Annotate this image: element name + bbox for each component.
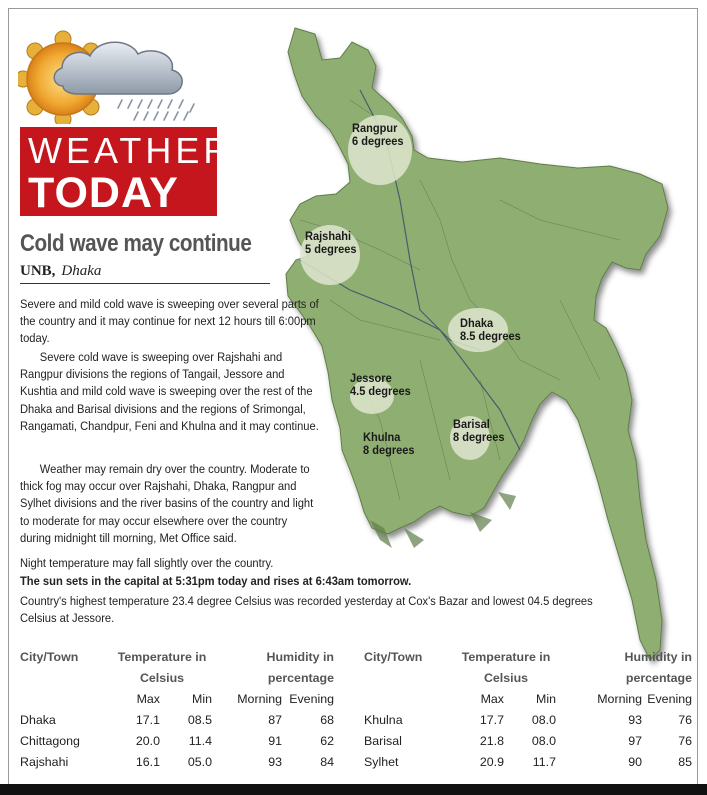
cell-evening: 84 — [320, 754, 334, 769]
cell-city: Barisal — [364, 733, 402, 748]
col-temp-unit: Celsius — [483, 670, 529, 685]
table-row — [20, 709, 334, 730]
table-subheader-row — [364, 688, 692, 709]
cell-min: 08.5 — [187, 712, 212, 727]
cell-city: Khulna — [364, 712, 403, 727]
map-label-temp: 5 degrees — [305, 242, 357, 256]
table-row — [20, 730, 334, 751]
map-label-temp: 4.5 degrees — [350, 384, 411, 398]
map-label-dhaka — [460, 317, 521, 343]
cell-min: 11.7 — [532, 754, 556, 769]
article-paragraph-1: Severe and mild cold wave is sweeping over several parts of the country and it may continue for next 12 hours till 6:00pm today. — [20, 297, 319, 346]
col-humidity-unit: percentage — [267, 670, 334, 685]
map-label-khulna — [363, 431, 415, 457]
map-label-city: Dhaka — [460, 316, 494, 330]
cell-min: 05.0 — [187, 754, 212, 769]
map-label-temp: 8 degrees — [363, 443, 415, 457]
banner-line-today: TODAY — [28, 169, 179, 217]
cell-max: 20.9 — [479, 754, 504, 769]
col-evening: Evening — [289, 691, 334, 706]
map-label-temp: 8.5 degrees — [460, 329, 521, 343]
cell-max: 17.1 — [135, 712, 160, 727]
cell-city: Sylhet — [364, 754, 399, 769]
article-paragraph-2: Severe cold wave is sweeping over Rajshahi and Rangpur divisions the regions of Tangail, Jessore and Kushtia and mild cold wave is sweeping over the rest of the Dhaka and Barisal divisions and the regions of Srimongal, Rangamati, Chandpur, Feni and Khulna and it may continue. — [20, 350, 319, 433]
cell-city: Dhaka — [20, 712, 56, 727]
cell-max: 21.8 — [479, 733, 504, 748]
col-city-header: City/Town — [364, 649, 423, 664]
bottom-bar — [0, 784, 707, 795]
col-morning: Morning — [237, 691, 282, 706]
cell-city: Rajshahi — [20, 754, 69, 769]
byline-city: Dhaka — [61, 263, 102, 279]
map-label-temp: 6 degrees — [352, 134, 404, 148]
weather-table-left — [20, 646, 334, 772]
cell-max: 17.7 — [479, 712, 504, 727]
col-max: Max — [136, 691, 160, 706]
col-min: Min — [536, 691, 556, 706]
cell-morning: 90 — [628, 754, 642, 769]
table-row — [20, 751, 334, 772]
col-min: Min — [192, 691, 212, 706]
col-humidity-unit: percentage — [625, 670, 692, 685]
table-subheader-row — [20, 688, 334, 709]
cell-morning: 91 — [268, 733, 282, 748]
table-row — [364, 751, 692, 772]
col-humidity-header: Humidity in — [266, 649, 334, 664]
col-morning: Morning — [597, 691, 642, 706]
col-temp-header: Temperature in — [461, 649, 551, 664]
article-paragraph-6: Country's highest temperature 23.4 degree Celsius was recorded yesterday at Cox's Bazar and lowest 04.5 degrees Celsius at Jessore. — [20, 594, 593, 626]
sun-cloud-rain-icon — [18, 24, 208, 124]
map-label-city: Jessore — [350, 371, 392, 385]
byline-org: UNB, — [20, 263, 56, 279]
article-paragraph-4: Night temperature may fall slightly over the country. — [20, 556, 274, 570]
cell-evening: 62 — [320, 733, 334, 748]
map-label-city: Barisal — [453, 417, 490, 431]
cell-morning: 87 — [268, 712, 282, 727]
cell-evening: 76 — [678, 733, 692, 748]
byline — [20, 263, 270, 284]
cell-max: 20.0 — [135, 733, 160, 748]
banner-line-weather: WEATHER — [28, 130, 234, 171]
table-row — [364, 730, 692, 751]
cell-min: 11.4 — [188, 733, 212, 748]
map-label-temp: 8 degrees — [453, 430, 505, 444]
map-label-rajshahi — [305, 230, 357, 256]
cell-morning: 93 — [268, 754, 282, 769]
cell-city: Chittagong — [20, 733, 80, 748]
col-temp-header: Temperature in — [117, 649, 207, 664]
col-temp-unit: Celsius — [139, 670, 185, 685]
table-header-row — [364, 646, 692, 667]
article-paragraph-3: Weather may remain dry over the country. Moderate to thick fog may occur over Rajshahi, Dhaka, Rangpur and Sylhet divisions and the river basins of the country and light to moderate for may occur elsewhere over the country during midnight till morning, Met Office said. — [20, 462, 314, 545]
cell-evening: 85 — [678, 754, 692, 769]
table-header-row — [20, 667, 334, 688]
weather-table-right — [364, 646, 692, 772]
table-header-row — [364, 667, 692, 688]
col-humidity-header: Humidity in — [624, 649, 692, 664]
article-headline: Cold wave may continue — [20, 230, 252, 257]
cell-evening: 76 — [678, 712, 692, 727]
col-max: Max — [480, 691, 504, 706]
map-label-city: Rajshahi — [305, 229, 352, 243]
cell-morning: 93 — [628, 712, 642, 727]
map-label-city: Khulna — [363, 430, 401, 444]
cell-evening: 68 — [320, 712, 334, 727]
map-label-jessore — [350, 372, 411, 398]
weather-today-banner — [20, 127, 234, 217]
cell-max: 16.1 — [135, 754, 160, 769]
map-label-barisal — [453, 418, 505, 444]
map-label-rangpur — [352, 122, 404, 148]
col-city-header: City/Town — [20, 649, 79, 664]
cell-min: 08.0 — [531, 733, 556, 748]
col-evening: Evening — [647, 691, 692, 706]
map-label-city: Rangpur — [352, 121, 398, 135]
cell-min: 08.0 — [531, 712, 556, 727]
table-row — [364, 709, 692, 730]
article-sun-times: The sun sets in the capital at 5:31pm today and rises at 6:43am tomorrow. — [20, 574, 412, 588]
table-header-row — [20, 646, 334, 667]
cell-morning: 97 — [628, 733, 642, 748]
